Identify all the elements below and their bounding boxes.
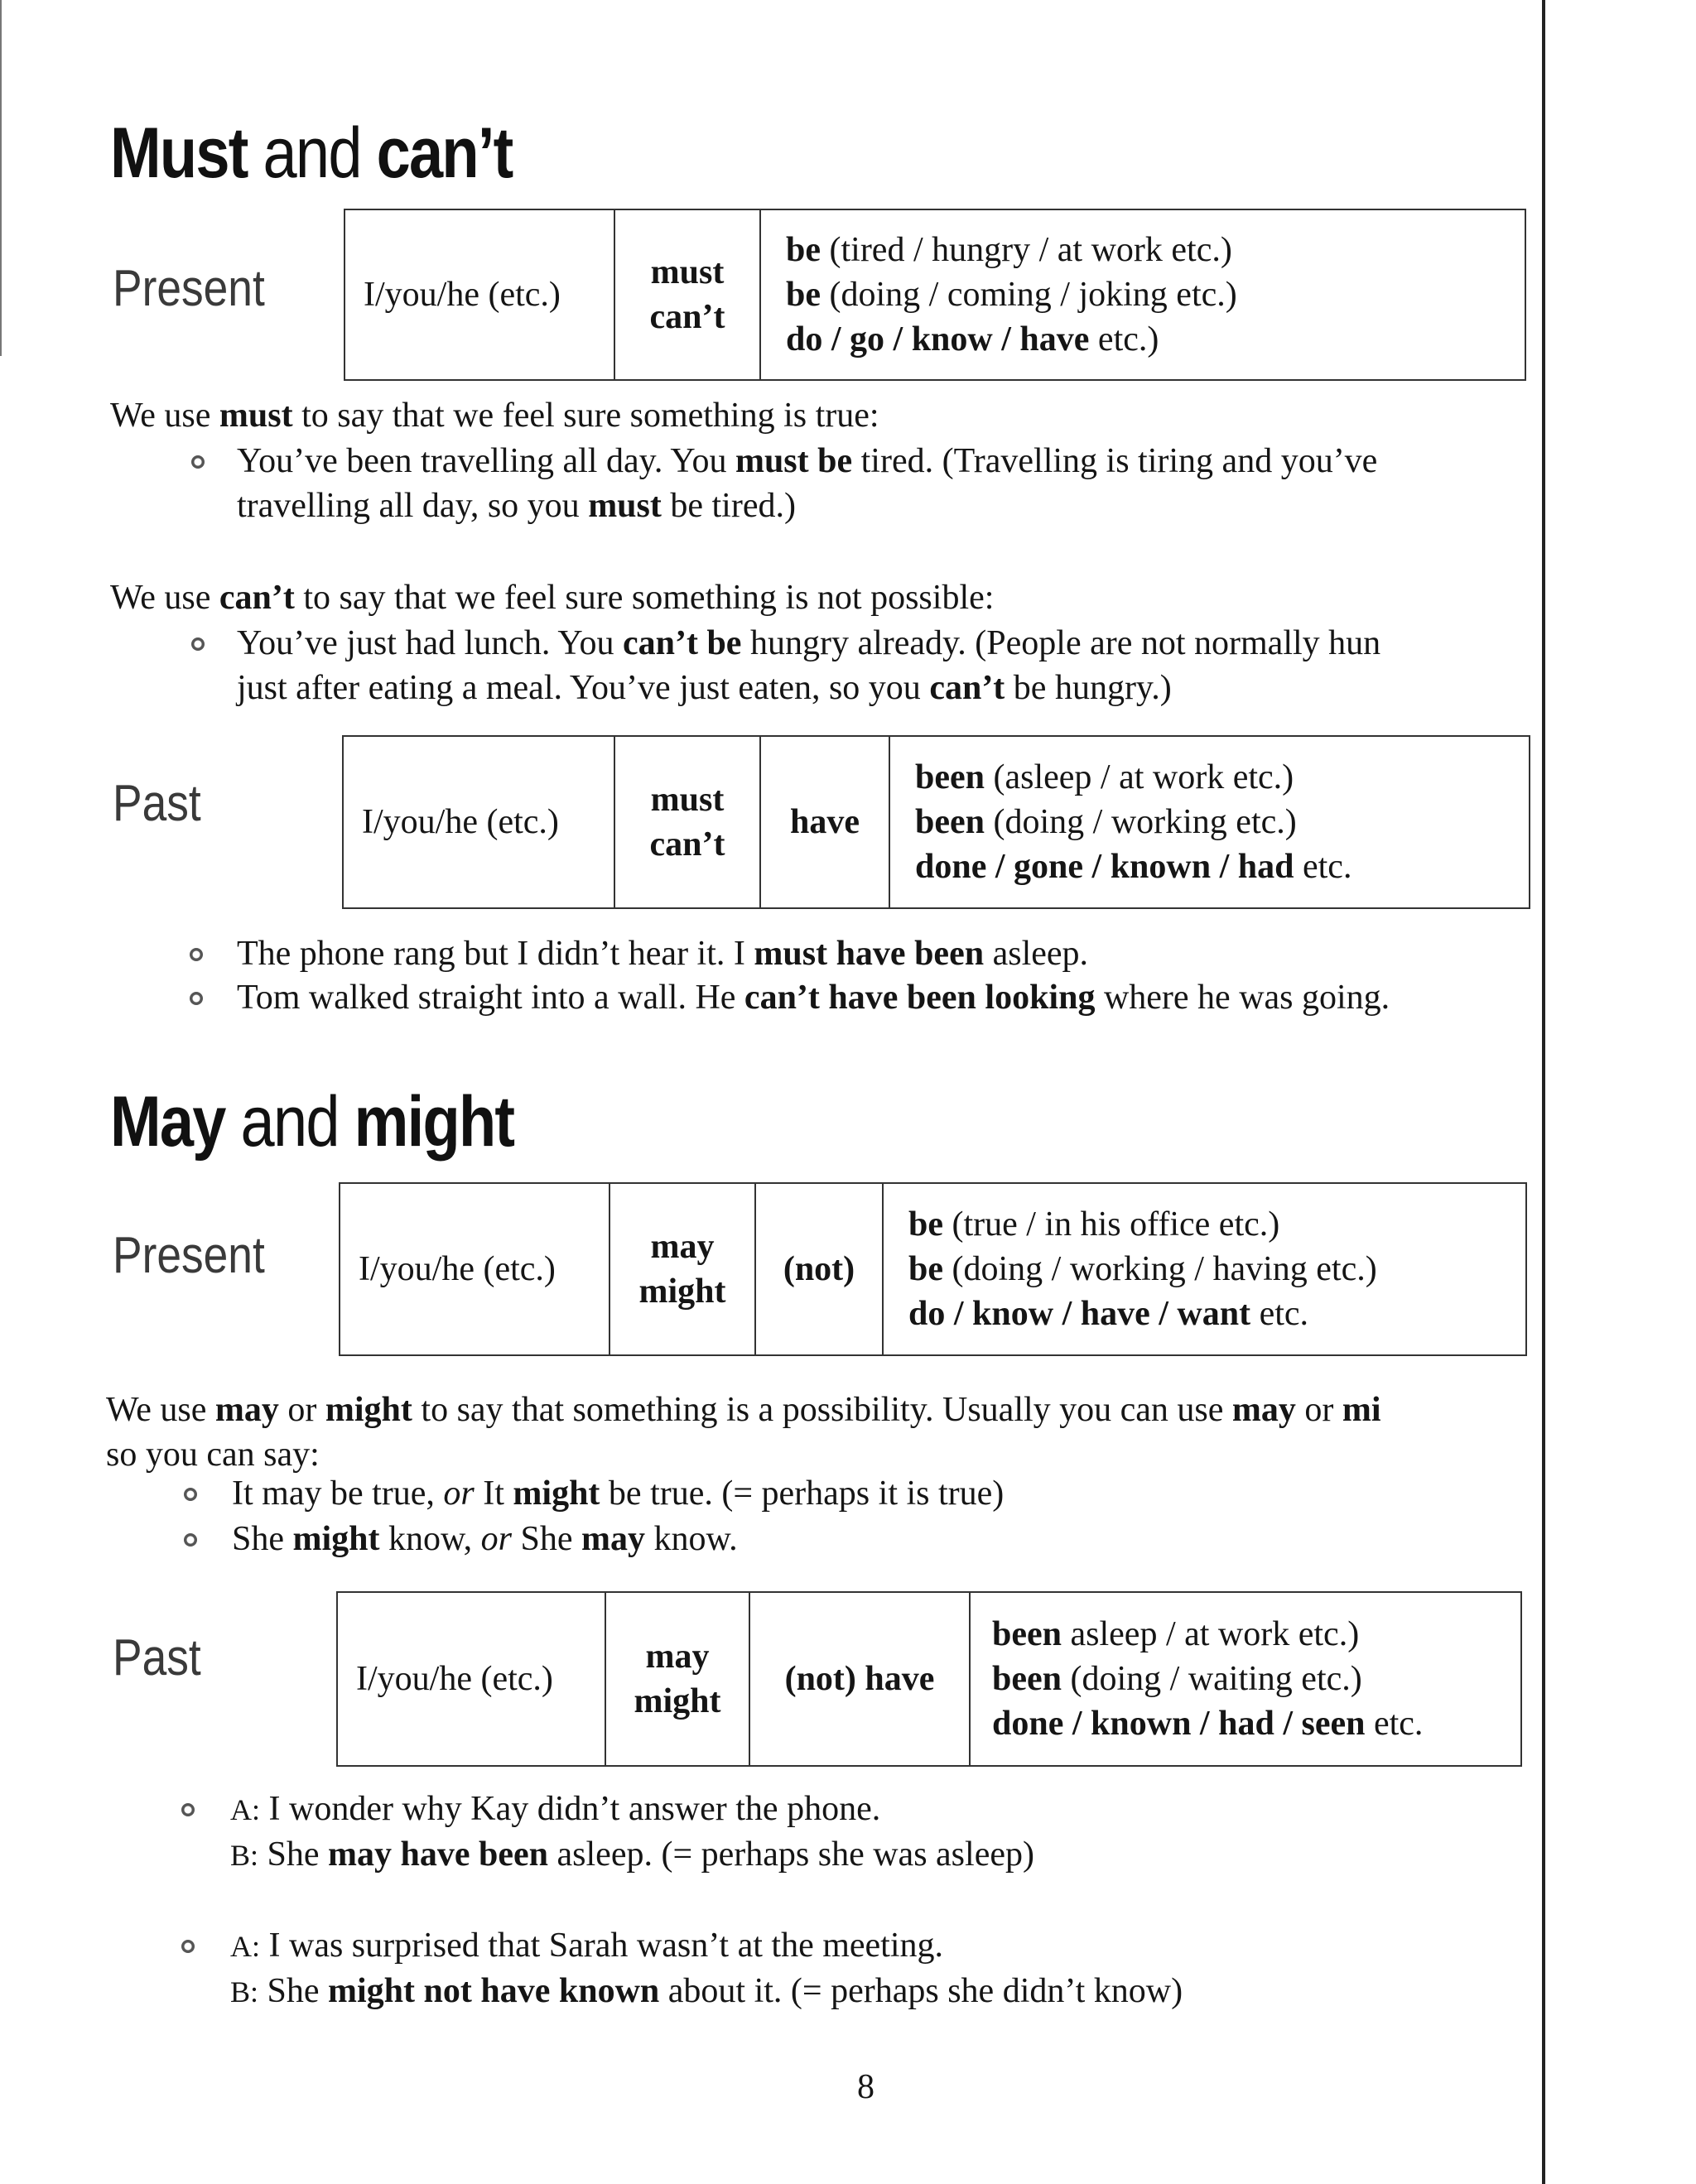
bullet-icon [191, 455, 205, 469]
form-table-may-past [336, 1591, 1522, 1767]
modal-cell: may might [610, 1183, 755, 1355]
example-must-1: You’ve been travelling all day. You must be tired. (Travelling is tiring and you’ve travelling all day, so you must be tired.) [237, 442, 1378, 525]
explanation-must: We use must to say that we feel sure something is true: [110, 397, 879, 435]
bullet-icon [190, 992, 203, 1005]
subject-cell: I/you/he (etc.) [343, 736, 614, 908]
have-cell: have [760, 736, 889, 908]
heading-must-and-cant: Must and can’t [110, 113, 513, 193]
negation-have-cell: (not) have [749, 1592, 970, 1766]
label-present-may: Present [113, 1227, 265, 1284]
form-table-must-past [342, 735, 1530, 909]
label-present-must: Present [113, 260, 265, 317]
example-cant-1: You’ve just had lunch. You can’t be hungry already. (People are not normally hun just after eating a meal. You’ve just eaten, so you can’t be hungry.) [237, 624, 1381, 707]
example-cant-have: Tom walked straight into a wall. He can’t have been looking where he was going. [237, 979, 1390, 1017]
example-may-2: She might know, or She may know. [232, 1520, 738, 1558]
page-number: 8 [857, 2068, 874, 2106]
example-must-have: The phone rang but I didn’t hear it. I must have been asleep. [237, 935, 1089, 973]
bullet-icon [184, 1533, 197, 1547]
form-table-may-present [339, 1182, 1527, 1356]
explanation-cant: We use can’t to say that we feel sure something is not possible: [110, 579, 995, 617]
verb-endings-cell: been (asleep / at work etc.) been (doing / working etc.) done / gone / known / had etc. [889, 736, 1530, 908]
verb-endings-cell: be (true / in his office etc.) be (doing / working / having etc.) do / know / have / want etc. [883, 1183, 1526, 1355]
example-may-1: It may be true, or It might be true. (= perhaps it is true) [232, 1474, 1005, 1513]
explanation-may-might: We use may or might to say that something is a possibility. Usually you can use may or mi so you can say: [106, 1391, 1381, 1474]
negation-cell: (not) [755, 1183, 883, 1355]
modal-cell: must can’t [614, 209, 760, 380]
verb-endings-cell: be (tired / hungry / at work etc.) be (doing / coming / joking etc.) do / go / know / have etc.) [760, 209, 1525, 380]
label-past-may: Past [113, 1629, 201, 1686]
dialogue-2: A: I was surprised that Sarah wasn’t at the meeting. B: She might not have known about it. (= perhaps she didn’t know) [230, 1927, 1183, 2010]
modal-cell: may might [605, 1592, 749, 1766]
bullet-icon [191, 637, 205, 651]
bullet-icon [190, 948, 203, 961]
heading-may-and-might: May and might [110, 1082, 514, 1162]
subject-cell: I/you/he (etc.) [337, 1592, 605, 1766]
verb-endings-cell: been asleep / at work etc.) been (doing / waiting etc.) done / known / had / seen etc. [970, 1592, 1521, 1766]
dialogue-1: A: I wonder why Kay didn’t answer the phone. B: She may have been asleep. (= perhaps she was asleep) [230, 1790, 1034, 1874]
bullet-icon [181, 1940, 195, 1953]
page-left-edge [0, 0, 2, 356]
subject-cell: I/you/he (etc.) [340, 1183, 610, 1355]
modal-cell: must can’t [614, 736, 760, 908]
bullet-icon [181, 1803, 195, 1816]
form-table-must-present [344, 209, 1526, 381]
page-binding-edge [1542, 0, 1545, 2184]
subject-cell: I/you/he (etc.) [344, 209, 614, 380]
bullet-icon [184, 1488, 197, 1501]
label-past-must: Past [113, 775, 201, 832]
